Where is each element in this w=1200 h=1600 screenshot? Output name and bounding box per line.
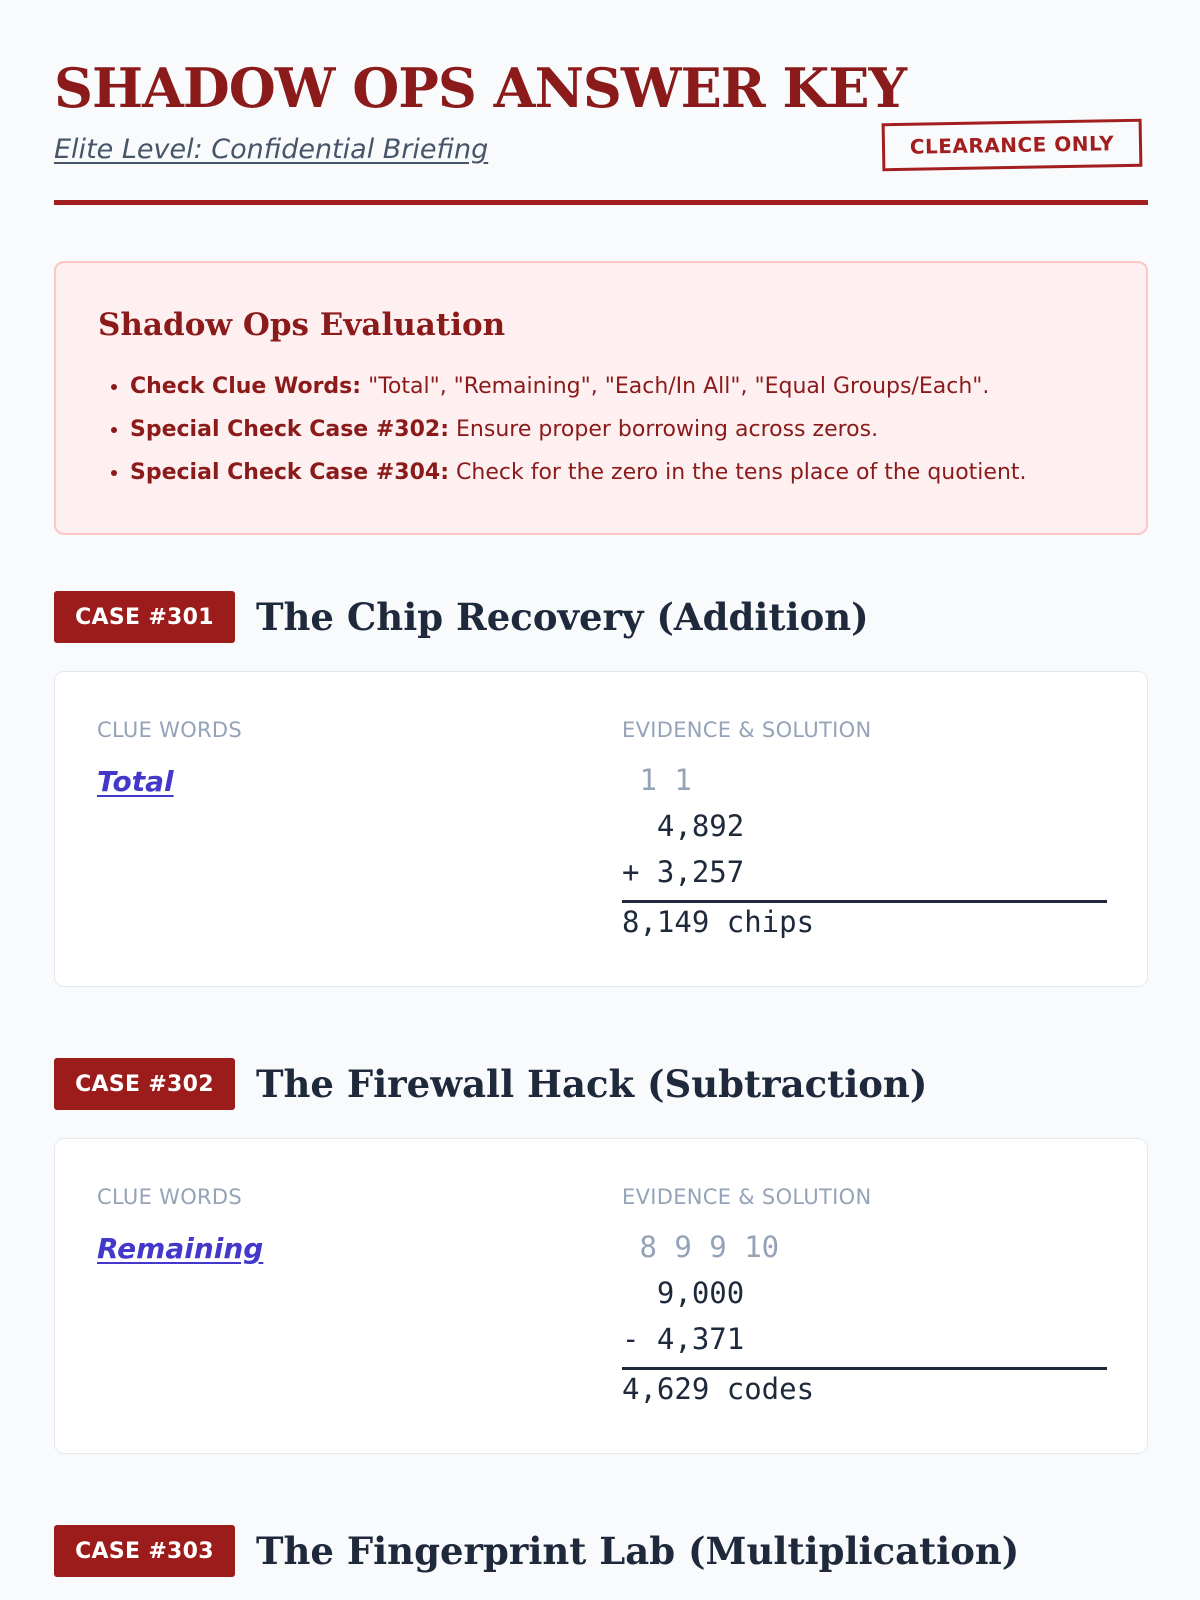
solution-result: 8,149 chips bbox=[622, 905, 815, 939]
difference-line bbox=[622, 1367, 1107, 1370]
clue-words-label: CLUE WORDS bbox=[97, 718, 243, 742]
case-badge: CASE #303 bbox=[54, 1525, 235, 1577]
case-301-header bbox=[54, 589, 1148, 645]
clue-word-link[interactable]: Remaining bbox=[97, 1232, 264, 1265]
case-title: The Firewall Hack (Subtraction) bbox=[256, 1062, 928, 1106]
case-301-card bbox=[54, 671, 1148, 987]
evaluation-list bbox=[98, 365, 1140, 494]
case-302-card bbox=[54, 1138, 1148, 1454]
evaluation-title: Shadow Ops Evaluation bbox=[98, 307, 506, 343]
case-title: The Fingerprint Lab (Multiplication) bbox=[256, 1529, 1020, 1573]
evaluation-item-label: Special Check Case #304: bbox=[130, 460, 450, 485]
evaluation-item bbox=[130, 451, 1140, 494]
evidence-label: EVIDENCE & SOLUTION bbox=[622, 718, 872, 742]
sum-line bbox=[622, 900, 1107, 903]
evaluation-item bbox=[130, 365, 1140, 408]
clearance-stamp: CLEARANCE ONLY bbox=[882, 119, 1143, 172]
case-title: The Chip Recovery (Addition) bbox=[256, 595, 869, 639]
operand-1: 4,892 bbox=[622, 809, 745, 843]
case-badge: CASE #302 bbox=[54, 1058, 235, 1110]
evaluation-item-text: Check for the zero in the tens place of the quotient. bbox=[449, 460, 1027, 485]
clue-word-link[interactable]: Total bbox=[97, 765, 174, 798]
case-badge: CASE #301 bbox=[54, 591, 235, 643]
evaluation-panel bbox=[54, 261, 1148, 535]
evaluation-item-text: "Total", "Remaining", "Each/In All", "Equal Groups/Each". bbox=[361, 374, 990, 399]
case-303-header bbox=[54, 1523, 1148, 1579]
operand-1: 9,000 bbox=[622, 1276, 745, 1310]
evaluation-item-label: Special Check Case #302: bbox=[130, 417, 450, 442]
solution-result: 4,629 codes bbox=[622, 1372, 815, 1406]
operand-2: - 4,371 bbox=[622, 1322, 745, 1356]
header-divider bbox=[54, 200, 1148, 205]
page-header bbox=[54, 56, 1148, 206]
page-title: SHADOW OPS ANSWER KEY bbox=[54, 56, 907, 120]
evaluation-item bbox=[130, 408, 1140, 451]
evaluation-item-label: Check Clue Words: bbox=[130, 374, 362, 399]
evaluation-item-text: Ensure proper borrowing across zeros. bbox=[449, 417, 879, 442]
evidence-label: EVIDENCE & SOLUTION bbox=[622, 1185, 872, 1209]
clue-words-label: CLUE WORDS bbox=[97, 1185, 243, 1209]
page-subtitle: Elite Level: Confidential Briefing bbox=[54, 134, 489, 165]
carry-digits: 1 1 bbox=[622, 763, 692, 797]
operand-2: + 3,257 bbox=[622, 855, 745, 889]
borrow-digits: 8 9 9 10 bbox=[622, 1230, 780, 1264]
case-302-header bbox=[54, 1056, 1148, 1112]
